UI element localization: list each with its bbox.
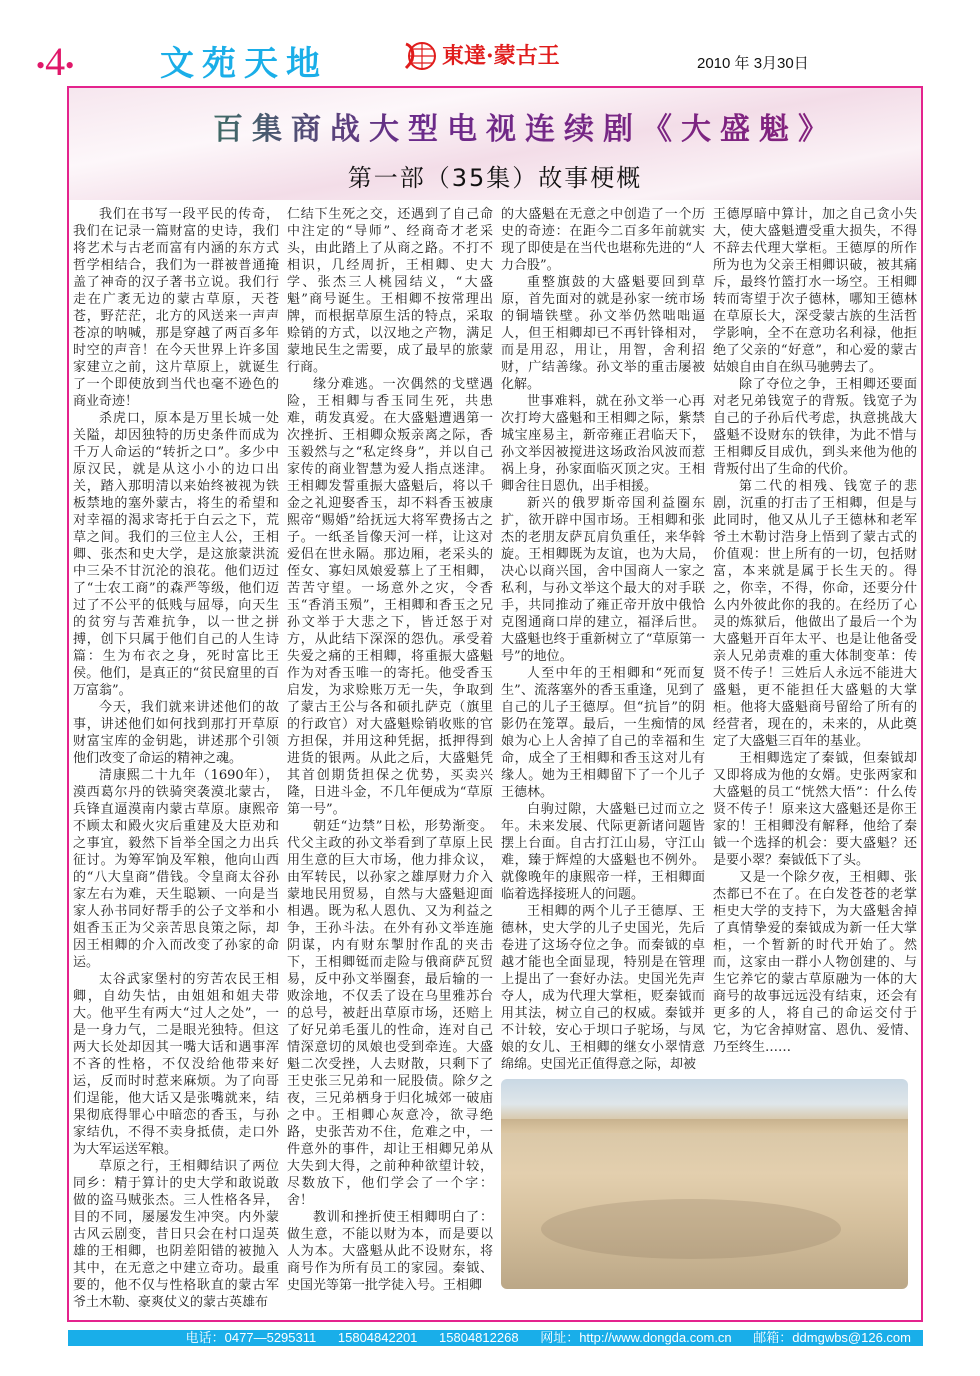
logo [402, 36, 560, 72]
article-banner [69, 88, 921, 200]
paragraph: 王德厚暗中算计，加之自己贪小失大，使大盛魁遭受重大损失，不得不辞去代理大掌柜。王德厚的所作所为也为父亲王相卿识破，被其痛斥，最终竹篮打水一场空。王相卿转而寄望于次子德林，哪知王德林在草原长大，深受蒙古族的生活哲学影响，全不在意功名利禄，他拒绝了父亲的“好意”，和心爱的蒙古姑娘自由自在纵马驰骋去了。 [713, 207, 917, 375]
photo-horizon [501, 1119, 908, 1133]
paragraph: 清康熙二十九年（1690年），漠西葛尔丹的铁骑突袭漠北蒙古，兵锋直逼漠南内蒙古草原。康熙帝不顾太和殿火灾后重建及大臣劝和之事宜，毅然下旨举全国之力出兵征讨。为筹军饷及军粮，他向山西的“八大皇商”借钱。令皇商太谷孙家左右为难，天生聪颖、一向是当家人孙书同好帮手的公子文举和小姐香玉正为父亲苦思良策之际，却因王相卿的介入而改变了孙家的命运。 [73, 768, 279, 970]
paragraph: 重整旗鼓的大盛魁要回到草原，首先面对的就是孙家一统市场的铜墙铁壁。孙文举仍然咄咄逼人，但王相卿却已不再针锋相对，而是用忍，用让，用智，舍利招财，广结善缘。孙文举的重击屡被化解。 [501, 275, 705, 392]
section-title: 文苑天地 [160, 44, 328, 84]
logo-text: 東達·蒙古王 [442, 42, 560, 69]
text-column-3 [501, 206, 705, 1073]
paragraph: 朝廷“边禁”日松，形势渐变。代父主政的孙文举看到了草原上民用生意的巨大市场，他力排众议，由军转民，以孙家之雄厚财力介入蒙地民用贸易，自然与大盛魁迎面相遇。既为私人恩仇、又为利益之争，王孙斗法。在外有孙文举连施阴谋，内有财东掣肘作乱的夹击下，王相卿铤而走险与俄商萨瓦贸易，反中孙文举圈套，最后输的一败涂地，不仅丢了设在乌里雅苏台的总号，被赶出草原市场，还赔上了好兄弟毛蛋儿的性命，连对自己情深意切的凤娘也受到牵连。大盛魁二次受挫，人去财散，只剩下了王史张三兄弟和一屁股债。除夕之夜，三兄弟栖身于归化城郊一破庙之中。王相卿心灰意冷，欲寻绝路，史张苦劝不住，危难之中，一件意外的事件，却让王相卿兄弟从大失到大得，之前种种欲望计较，尽数放下，他们学会了一个字：舍！ [287, 819, 493, 1208]
paragraph: 杀虎口，原本是万里长城一处关隘，却因独特的历史条件而成为千万人命运的“转折之口”。多少中原汉民，就是从这小小的边口出关，踏入那明清以来始终被视为铁板禁地的塞外蒙古，将生的希望和对幸福的渴求寄托于白云之下，荒草之间。我们的三位主人公，王相卿、张杰和史大学，是这旅蒙洪流中三朵不甘沉沦的浪花。他们迈过了“士农工商”的森严等级，他们迈过了不公平的低贱与屈辱，向天生的贫穷与苦难抗争，以一世之拼搏，创下只属于他们自己的人生诗篇：生为布衣之身，死时富比王侯。他们，是真正的“贫民窟里的百万富翁”。 [73, 411, 279, 698]
footer-phone-2: 15804842201 [337, 1330, 418, 1345]
paragraph: 第二代的相残、钱宽子的悲剧，沉重的打击了王相卿，但是与此同时，他又从儿子王德林和老军爷土木勒讨浩身上悟到了蒙古式的价值观：世上所有的一切，包括财富，本来就是属于长生天的。得之，你幸，不得，你命，还要分什么内外彼此你的我的。在经历了心灵的炼狱后，他做出了最后一个为大盛魁开百年太平、也是让他备受亲人兄弟责难的重大体制变革：传贤不传子！三姓后人永远不能进大盛魁，更不能担任大盛魁的大掌柜。他将大盛魁商号留给了所有的经营者，现在的，未来的，从此奠定了大盛魁三百年的基业。 [713, 479, 917, 749]
paragraph: 仁结下生死之交，还遇到了自己命中注定的“导师”、经商奇才老采头，由此踏上了从商之路。不打不相识，几经周折，王相卿、史大学、张杰三人桃园结义，“大盛魁”商号诞生。王相卿不按常理出牌，而根据草原生活的特点，采取赊销的方式，以汉地之产物，满足蒙地民生之需要，成了最早的旅蒙行商。 [287, 207, 493, 375]
footer-phone-3: 15804812268 [439, 1330, 519, 1345]
paragraph: 的大盛魁在无意之中创造了一个历史的奇迹：在距今二百多年前就实现了即使是在当代也堪称先进的“人力合股”。 [501, 207, 705, 273]
paragraph: 太谷武家堡村的穷苦农民王相卿，自幼失怙，由姐姐和姐夫带大。他平生有两大“过人之处”，一是一身力气，二是眼光独特。但这两大长处却因其一嘴大话和遇事浑不吝的性格，不仅没给他带来好运，反而时时惹来麻烦。为了向哥们逞能，他大话又是张嘴就来，结果彻底得罪心中暗恋的香玉，与孙家结仇，不得不卖身抵债，走口外为大军运送军粮。 [73, 972, 279, 1157]
contact-footer [68, 1330, 923, 1346]
paragraph: 缘分难逃。一次偶然的戈壁遇险，王相卿与香玉同生死，共患难，萌发真爱。在大盛魁遭遇第一次挫折、王相卿众叛亲离之际，香玉毅然与之“私定终身”，并以自己家传的商业智慧为爱人指点迷津。王相卿发誓重振大盛魁后，将以千金之礼迎娶香玉，却不料香玉被康熙帝“赐婚”给抚远大将军费扬古之子。一纸圣旨像天河一样，让这对爱侣在世永隔。那边厢，老采头的侄女、寡妇凤娘爱慕上了王相卿，苦苦守望。一场意外之灾，令香玉“香消玉殒”，王相卿和香玉之兄孙文举于大悲之下，皆迁怒于对方，从此结下深深的怨仇。承受着失爱之痛的王相卿，将重振大盛魁作为对香玉唯一的寄托。他受香玉启发，为求赊账万无一失，争取到了蒙古王公与各和硕扎萨克（旗里的行政官）对大盛魁赊销收账的官方担保，并用这种凭据，抵押得到进货的银两。从此之后，大盛魁凭其首创期货担保之优势，买卖兴隆，日进斗金，不几年便成为“草原第一号”。 [287, 377, 493, 817]
paragraph: 草原之行，王相卿结识了两位同乡：精于算计的史大学和敢说敢做的盗马贼张杰。三人性格各异，目的不同，屡屡发生冲突。内外蒙古风云剧变，昔日只会在村口逞英雄的王相卿，也阴差阳错的被抛入其中，在无意之中建立奇功。最重要的，他不仅与性格耿直的蒙古军爷土木勒、豪爽仗义的蒙古英雄布 [73, 1159, 279, 1310]
right-columns-block [501, 206, 917, 1289]
paragraph: 除了夺位之争，王相卿还要面对老兄弟钱宽子的背叛。钱宽子为自己的子孙后代考虑，执意挑战大盛魁不设财东的铁律，为此不惜与王相卿反目成仇，到头来他为他的背叛付出了生命的代价。 [713, 377, 917, 477]
paragraph: 今天，我们就来讲述他们的故事，讲述他们如何找到那打开草原财富宝库的金钥匙，讲述那个引领他们改变了命运的精神之魂。 [73, 700, 279, 766]
page-number-value: 4 [45, 39, 66, 84]
issue-date: 2010 年 3月30日 [697, 55, 809, 72]
paragraph: 我们在书写一段平民的传奇，我们在记录一篇财富的史诗，我们将艺术与古老而富有内涵的东方式哲学相结合，我们为一群被普通掩盖了神奇的汉子著书立说。我们行走在广袤无边的蒙古草原，天苍苍，野茫茫，北方的风送来一声声苍凉的呐喊，那是穿越了两百多年时空的声音！在今天世界上许多国家建立之前，这片草原上，就诞生了一个即使放到当代也毫不逊色的商业奇迹！ [73, 207, 279, 409]
text-column-4 [713, 206, 917, 1073]
footer-email-link[interactable]: 邮箱：ddmgwbs@126.com [753, 1330, 911, 1345]
article-title: 百集商战大型电视连续剧《大盛魁》 [69, 104, 921, 148]
paragraph: 人至中年的王相卿和“死而复生”、流落塞外的香玉重逢，见到了自己的儿子王德厚。但“抗旨”的阴影仍在笼罩。最后，一生痴情的凤娘为心上人舍掉了自己的幸福和生命，成全了王相卿和香玉这对儿有缘人。她为王相卿留下了一个儿子王德林。 [501, 666, 705, 800]
paragraph: 王相卿选定了秦钺，但秦钺却又即将成为他的女婿。史张两家和大盛魁的员工“恍然大悟”：什么传贤不传子！原来这大盛魁还是你王家的！王相卿没有解释，他给了秦钺一个选择的机会：要大盛魁？还是要小翠？秦钺低下了头。 [713, 751, 917, 868]
paragraph: 白驹过隙，大盛魁已过而立之年。未来发展、代际更新诸问题皆摆上台面。自古打江山易，守江山难，臻于辉煌的大盛魁也不例外。就像晚年的康熙帝一样，王相卿面临着选择接班人的问题。 [501, 802, 705, 902]
paragraph: 教训和挫折使王相卿明白了：做生意，不能以财为本，而是要以人为本。大盛魁从此不设财东，将商号作为所有员工的家园。秦钺、史国光等第一批学徒入号。王相卿 [287, 1210, 493, 1293]
photo-shadow [541, 1199, 841, 1259]
text-column-2 [287, 206, 493, 1294]
paragraph: 又是一个除夕夜，王相卿、张杰都已不在了。在白发苍苍的老掌柜史大学的支持下，为大盛魁舍掉了真情挚爱的秦钺成为新一任大掌柜，一个暂新的时代开始了。然而，这家由一群小人物创建的、与生它养它的蒙古草原融为一体的大商号的故事远远没有结束，还会有更多的人，将自己的命运交付于它，为它舍掉财富、恩仇、爱情、乃至终生…… [713, 870, 917, 1055]
text-column-1 [73, 206, 279, 1311]
masthead [0, 0, 980, 85]
globe-horse-logo-icon [402, 36, 438, 72]
paragraph: 新兴的俄罗斯帝国利益圈东扩，欲开辟中国市场。王相卿和张杰的老朋友萨瓦肩负重任，来华斡旋。王相卿既为友谊，也为大局，决心以商兴国，舍中国商人一家之私利，与孙文举这个最大的对手联手，共同推动了雍正帝开放中俄恰克图通商口岸的建立，福泽后世。大盛魁也终于重新树立了“草原第一号”的地位。 [501, 496, 705, 664]
footer-phone: 电话：0477—5295311 [185, 1330, 317, 1345]
footer-website-link[interactable]: 网址：http://www.dongda.com.cn [540, 1330, 732, 1345]
article-subtitle: 第一部（35集）故事梗概 [347, 164, 643, 192]
page-number: •4• [36, 39, 75, 84]
paragraph: 世事难料，就在孙文举一心再次打垮大盛魁和王相卿之际，紫禁城宝座易主，新帝雍正君临天下，孙文举因被搅进这场政治风波而惹祸上身，孙家面临灭顶之灾。王相卿舍往日恩仇，出手相援。 [501, 394, 705, 494]
paragraph: 王相卿的两个儿子王德厚、王德林，史大学的儿子史国光，先后卷进了这场夺位之争。而秦钺的卓越才能也全面显现，特别是在管理上提出了一套好办法。史国光先声夺人，成为代理大掌柜，贬秦钺而用其法，树立自己的权威。秦钺并不计较，安心于坝口子驼场，与凤娘的女儿、王相卿的继女小翠情意绵绵。史国光正值得意之际，却被 [501, 904, 705, 1072]
grassland-photo [501, 1079, 908, 1289]
